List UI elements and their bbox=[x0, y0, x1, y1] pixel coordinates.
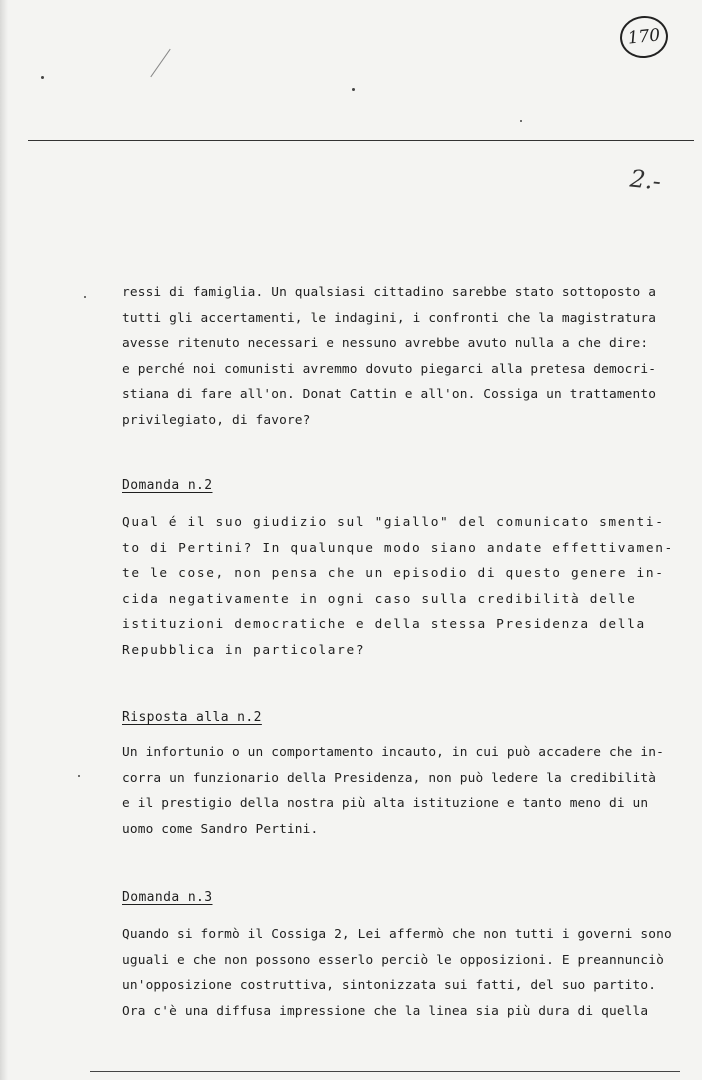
scan-speck bbox=[84, 296, 86, 298]
text-line: ressi di famiglia. Un qualsiasi cittadino sarebbe stato sottoposto a bbox=[122, 285, 657, 300]
scan-speck bbox=[520, 120, 522, 122]
pencil-mark bbox=[150, 49, 170, 77]
text-line: stiana di fare all'on. Donat Cattin e all'on. Cossiga un trattamento bbox=[122, 387, 657, 402]
question-2-text bbox=[122, 510, 674, 663]
text-line: cida negativamente in ogni caso sulla credibilità delle bbox=[122, 591, 637, 607]
text-line: to di Pertini? In qualunque modo siano andate effettivamen- bbox=[122, 540, 674, 556]
question-3-heading: Domanda n.3 bbox=[122, 890, 213, 905]
scan-speck bbox=[78, 775, 80, 777]
text-line: e perché noi comunisti avremmo dovuto piegarci alla pretesa democri- bbox=[122, 361, 657, 377]
text-line: Un infortunio o un comportamento incauto, in cui può accadere che in- bbox=[122, 745, 664, 760]
text-line: Repubblica in particolare? bbox=[122, 642, 366, 658]
text-line: uomo come Sandro Pertini. bbox=[122, 821, 319, 837]
text-line: istituzioni democratiche e della stessa Presidenza della bbox=[122, 617, 646, 632]
text-line: privilegiato, di favore? bbox=[122, 412, 311, 428]
page-edge-shadow bbox=[0, 0, 8, 1080]
archive-stamp: 170 bbox=[618, 14, 670, 61]
question-3-text bbox=[122, 922, 672, 1024]
header-rule bbox=[28, 140, 694, 141]
page-number: 2.- bbox=[628, 164, 663, 196]
paragraph-continuation bbox=[122, 280, 657, 433]
scan-speck bbox=[352, 88, 355, 91]
text-line: e il prestigio della nostra più alta istituzione e tanto meno di un bbox=[122, 796, 649, 811]
text-line: uguali e che non possono esserlo perciò le opposizioni. E preannunciò bbox=[122, 952, 664, 968]
question-2-heading: Domanda n.2 bbox=[122, 478, 213, 493]
text-line: te le cose, non pensa che un episodio di questo genere in- bbox=[122, 566, 665, 581]
text-line: Ora c'è una diffusa impressione che la linea sia più dura di quella bbox=[122, 1003, 649, 1019]
text-line: Quando si formò il Cossiga 2, Lei affermò che non tutti i governi sono bbox=[122, 927, 672, 942]
text-line: tutti gli accertamenti, le indagini, i confronti che la magistratura bbox=[122, 310, 657, 326]
text-line: avesse ritenuto necessari e nessuno avrebbe avuto nulla a che dire: bbox=[122, 336, 649, 351]
text-line: un'opposizione costruttiva, sintonizzata sui fatti, del suo partito. bbox=[122, 978, 657, 993]
text-line: Qual é il suo giudizio sul "giallo" del comunicato smenti- bbox=[122, 515, 665, 530]
scan-speck bbox=[41, 76, 44, 79]
text-line: corra un funzionario della Presidenza, non può ledere la credibilità bbox=[122, 770, 657, 786]
answer-2-text bbox=[122, 740, 664, 842]
answer-2-heading: Risposta alla n.2 bbox=[122, 710, 262, 725]
footer-rule bbox=[90, 1071, 680, 1072]
